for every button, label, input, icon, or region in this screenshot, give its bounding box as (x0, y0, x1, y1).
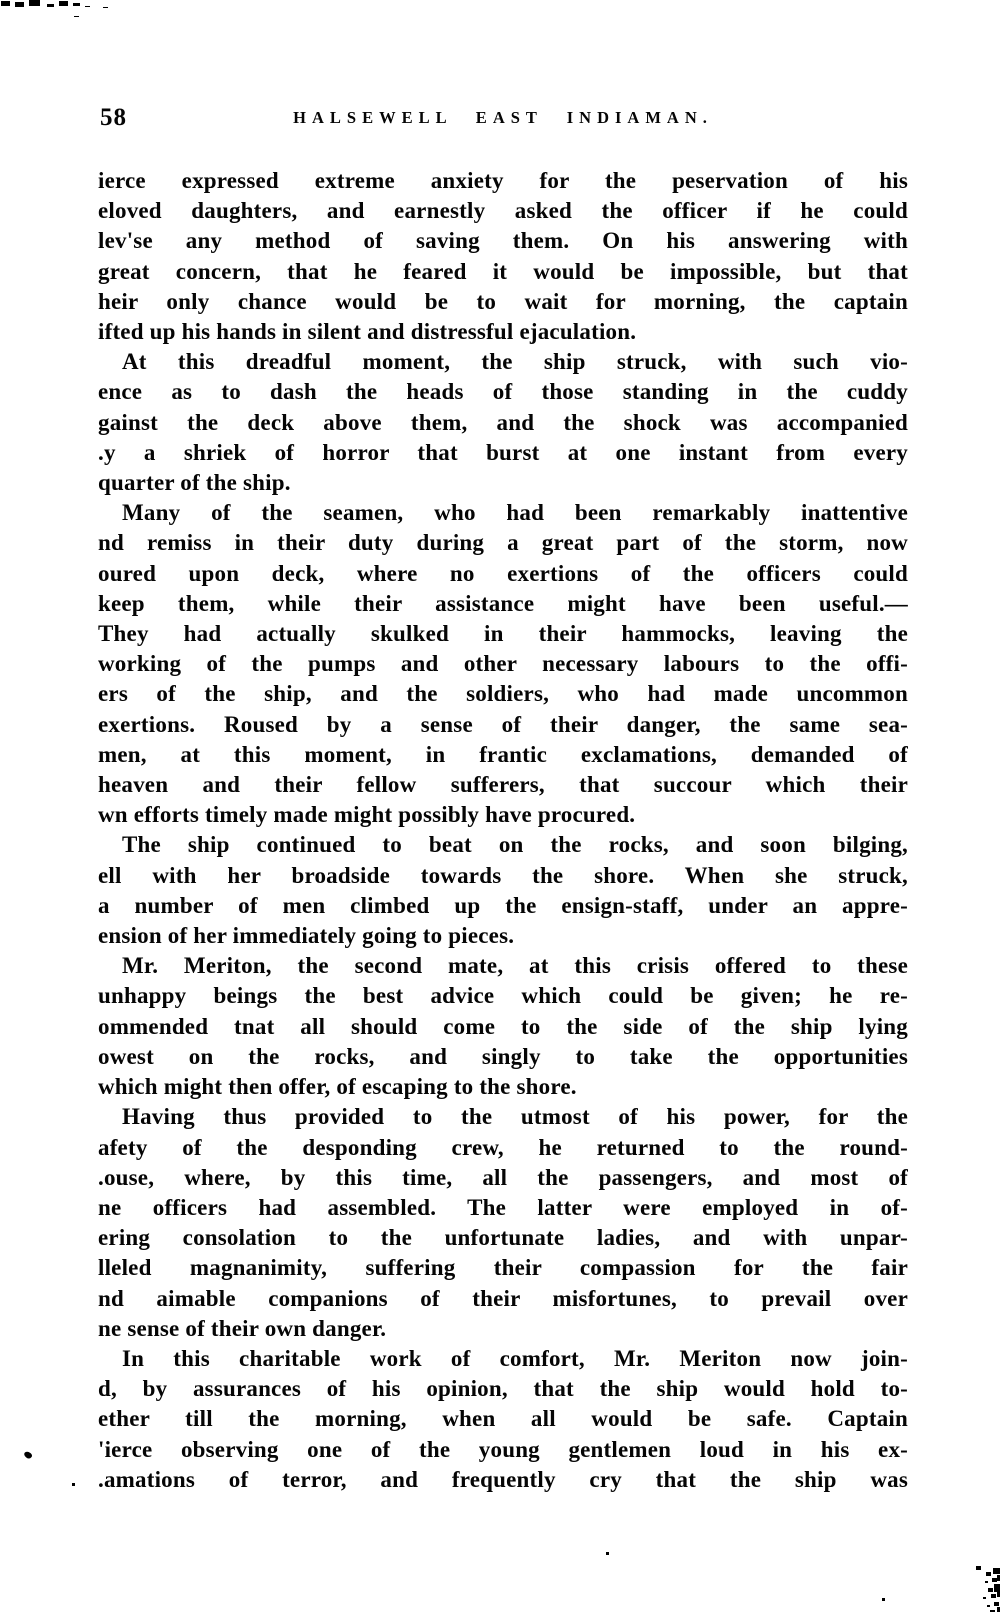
text-line: .amations of terror, and frequently cry that the ship was (98, 1466, 908, 1492)
text-line: .ouse, where, by this time, all the passengers, and most of (98, 1164, 908, 1190)
text-line: which might then offer, of escaping to the shore. (98, 1074, 577, 1100)
text-line: At this dreadful moment, the ship struck, with such vio- (122, 349, 908, 375)
scan-artifact-dot (606, 1552, 609, 1555)
scan-artifact-topleft (1, 1, 10, 6)
text-line: great concern, that he feared it would be impossible, but that (98, 258, 908, 284)
text-line: nd remiss in their duty during a great part of the storm, now (98, 530, 908, 556)
text-line: nd aimable companions of their misfortunes, to prevail over (98, 1285, 908, 1311)
text-line: ifted up his hands in silent and distressful ejaculation. (98, 319, 637, 345)
scan-artifact-dot (72, 1483, 75, 1486)
paragraph (98, 498, 908, 830)
text-line: quarter of the ship. (98, 470, 291, 496)
scan-artifact-dot (882, 1598, 885, 1601)
text-line: Many of the seamen, who had been remarkably inattentive (122, 500, 908, 526)
text-line: ne sense of their own danger. (98, 1315, 387, 1341)
paragraph (98, 166, 908, 347)
text-line: The ship continued to beat on the rocks, and soon bilging, (122, 832, 908, 858)
paragraph (98, 1102, 908, 1344)
page-header (98, 104, 908, 136)
text-line: exertions. Roused by a sense of their danger, the same sea- (98, 711, 908, 737)
paragraph (98, 951, 908, 1102)
text-line: keep them, while their assistance might have been useful.— (98, 590, 908, 616)
paragraph (98, 347, 908, 498)
running-title: HALSEWELL EAST INDIAMAN. (293, 108, 713, 127)
text-line: men, at this moment, in frantic exclamations, demanded of (98, 741, 908, 767)
text-line: ence as to dash the heads of those standing in the cuddy (98, 379, 908, 405)
text-line: In this charitable work of comfort, Mr. Meriton now join- (122, 1345, 908, 1371)
scan-artifact-bottomright (976, 1566, 981, 1570)
text-line: d, by assurances of his opinion, that the ship would hold to- (98, 1376, 908, 1402)
text-line: ers of the ship, and the soldiers, who had made uncommon (98, 681, 908, 707)
text-line: eloved daughters, and earnestly asked the officer if he could (98, 198, 908, 224)
text-line: ether till the morning, when all would be safe. Captain (98, 1406, 908, 1432)
text-line: afety of the desponding crew, he returned to the round- (98, 1134, 908, 1160)
page-body (98, 166, 908, 1495)
text-line: wn efforts timely made might possibly have procured. (98, 802, 636, 828)
text-line: 'ierce observing one of the young gentlemen loud in his ex- (98, 1436, 908, 1462)
text-line: Mr. Meriton, the second mate, at this crisis offered to these (122, 953, 908, 979)
text-line: owest on the rocks, and singly to take the opportunities (98, 1043, 908, 1069)
paragraph (98, 830, 908, 951)
paragraph (98, 1344, 908, 1495)
text-line: ierce expressed extreme anxiety for the peservation of his (98, 168, 908, 193)
scan-artifact-speck (23, 1450, 33, 1460)
text-line: a number of men climbed up the ensign-staff, under an appre- (98, 892, 908, 918)
text-line: ension of her immediately going to pieces. (98, 923, 515, 949)
text-line: gainst the deck above them, and the shock was accompanied (98, 409, 908, 435)
text-line: working of the pumps and other necessary labours to the offi- (98, 651, 908, 677)
text-line: They had actually skulked in their hammocks, leaving the (98, 621, 908, 647)
text-line: Having thus provided to the utmost of his power, for the (122, 1104, 908, 1130)
text-line: ering consolation to the unfortunate ladies, and with unpar- (98, 1225, 908, 1251)
text-line: lleled magnanimity, suffering their compassion for the fair (98, 1255, 908, 1281)
text-line: lev'se any method of saving them. On his answering with (98, 228, 908, 254)
text-line: ell with her broadside towards the shore. When she struck, (98, 862, 908, 888)
text-line: oured upon deck, where no exertions of the officers could (98, 560, 908, 586)
text-line: ne officers had assembled. The latter were employed in of- (98, 1194, 908, 1220)
text-line: heaven and their fellow sufferers, that succour which their (98, 772, 908, 798)
text-line: heir only chance would be to wait for morning, the captain (98, 288, 908, 314)
text-line: ommended tnat all should come to the side of the ship lying (98, 1013, 908, 1039)
text-line: unhappy beings the best advice which could be given; he re- (98, 983, 908, 1009)
page-number: 58 (100, 104, 127, 131)
text-line: .y a shriek of horror that burst at one instant from every (98, 439, 908, 465)
